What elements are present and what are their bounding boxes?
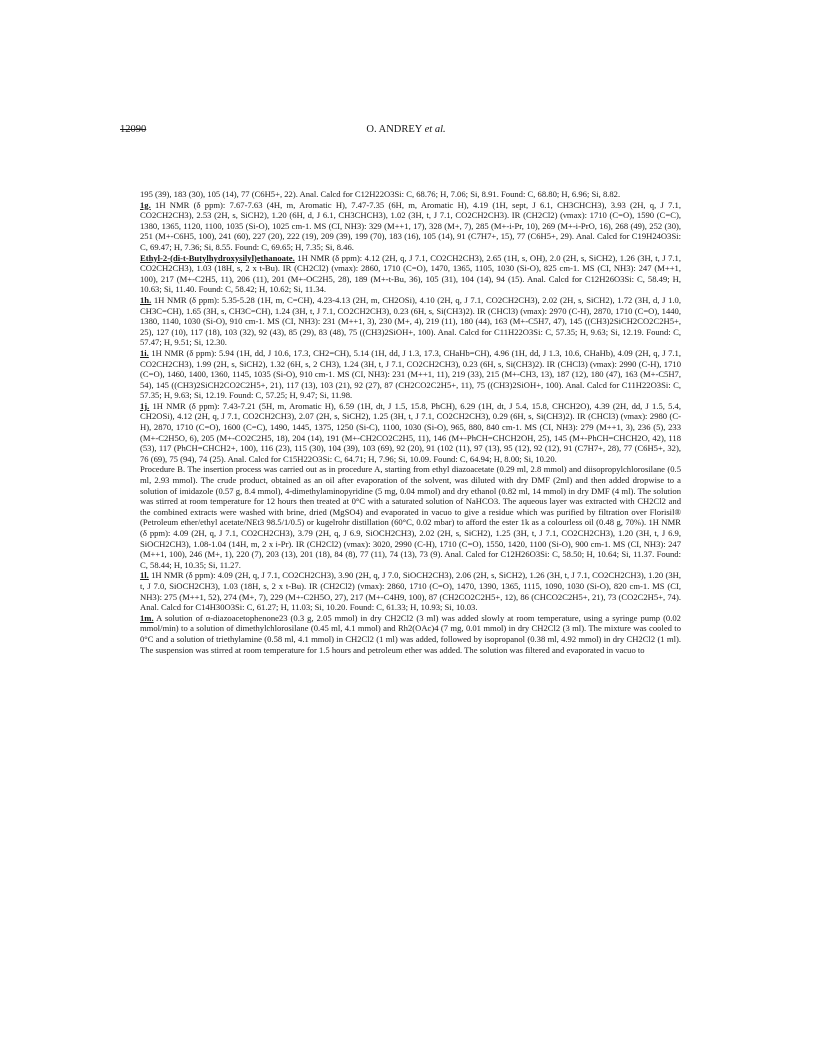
- running-title: [120, 124, 692, 135]
- compound-label: 1g.: [140, 199, 151, 210]
- paragraph-text: 1H NMR (δ ppm): 7.67-7.63 (4H, m, Aromatic H), 7.47-7.35 (6H, m, Aromatic H), 4.19 (1H, sept, J 6.1, CH3CHCH3), 3.93 (2H, q, J 7.1, CO2CH2CH3), 2.53 (2H, s, SiCH2), 1.20 (6H, d, J 6.1, CH3CHCH3), 1.02 (3H, t, J 7.1, CO2CH2CH3). IR (CH2Cl2) (νmax): 1710 (C=O), 1590 (C=C), 1380, 1365, 1120, 1100, 1035 (Si-O), 1025 cm-1. MS (CI, NH3): 329 (M++1, 17), 328 (M+, 7), 285 (M+-i-Pr, 10), 269 (M+-i-PrO, 16), 268 (49), 252 (30), 251 (M+-C6H5, 100), 241 (60), 227 (20), 222 (19), 209 (39), 199 (70), 183 (16), 105 (14), 91 (C7H7+, 15), 77 (C6H5+, 29). Anal. Calcd for C19H24O3Si: C, 69.47; H, 7.36; Si, 8.55. Found: C, 69.65; H, 7.35; Si, 8.46.: [140, 199, 681, 252]
- paragraph-text: 1H NMR (δ ppm): 5.35-5.28 (1H, m, C=CH), 4.23-4.13 (2H, m, CH2OSi), 4.10 (2H, q, J 7.1, CO2CH2CH3), 2.02 (2H, s, SiCH2), 1.72 (3H, d, J 1.0, CH3C=CH), 1.65 (3H, s, CH3C=CH), 1.24 (3H, t, J 7.1, CO2CH2CH3), 0.23 (6H, s, Si(CH3)2). IR (CHCl3) (νmax): 2970 (C-H), 2870, 1710 (C=O), 1440, 1380, 1140, 1030 (Si-O), 910 cm-1. MS (CI, NH3): 231 (M++1, 3), 230 (M+, 4), 219 (11), 180 (44), 163 (M+-C5H7, 47), 145 ((CH3)2SiCH2CO2C2H5+, 25), 127 (10), 117 (18), 103 (32), 92 (43), 85 (29), 83 (48), 75 ((CH3)2SiOH+, 100). Anal. Calcd for C11H22O3Si: C, 57.35; H, 9.63; Si, 12.19. Found: C, 57.47; H, 9.51; Si, 12.30.: [140, 294, 681, 348]
- paragraph-1g: [140, 200, 681, 253]
- page-number: 12090: [120, 124, 147, 135]
- paragraph-text: 195 (39), 183 (30), 105 (14), 77 (C6H5+, 22). Anal. Calcd for C12H22O3Si: C, 68.76; H, 7.06; Si, 8.91. Found: C, 68.80; H, 6.96; Si, 8.82.: [140, 189, 621, 199]
- body-text: [140, 189, 681, 655]
- compound-label: Ethyl-2-(di-t-Butylhydroxysilyl)ethanoate.: [140, 252, 295, 263]
- compound-label: 1m.: [140, 612, 154, 623]
- compound-label: 1i.: [140, 347, 149, 358]
- paragraph-1m: [140, 613, 681, 655]
- compound-label: 1j.: [140, 400, 150, 411]
- paragraph-text: 1H NMR (δ ppm): 7.43-7.21 (5H, m, Aromatic H), 6.59 (1H, dt, J 1.5, 15.8, PhCH), 6.29 (1H, dt, J 5.4, 15.8, CHCH2O), 4.39 (2H, dd, J 1.5, 5.4, CH2OSi), 4.12 (2H, q, J 7.1, CO2CH2CH3), 2.07 (2H, s, SiCH2), 1.25 (3H, t, J 7.1, CO2CH2CH3), 0.29 (6H, s, Si(CH3)2). IR (CHCl3) (νmax): 2980 (C-H), 2870, 1710 (C=O), 1600 (C=C), 1490, 1445, 1375, 1250 (Si-C), 1100, 1030 (Si-O), 965, 880, 840 cm-1. MS (CI, NH3): 279 (M++1, 3), 236 (5), 233 (M+-C2H5O, 6), 205 (M+-CO2C2H5, 18), 204 (14), 191 (M+-CH2CO2C2H5, 11), 146 (M+-PhCH=CHCH2OH, 25), 145 (M+-PhCH=CHCH2O, 42), 118 (53), 117 (PhCH=CHCH2+, 100), 116 (23), 115 (30), 104 (39), 103 (69), 92 (20), 91 (102 (11), 97 (13), 95 (12), 92 (12), 91 (C7H7+, 28), 77 (C6H5+, 32), 76 (69), 75 (94), 74 (25). Anal. Calcd for C15H22O3Si: C, 64.71; H, 7.96; Si, 10.09. Found: C, 64.94; H, 8.00; Si, 10.20.: [140, 400, 681, 464]
- paragraph-1j: [140, 401, 681, 465]
- et-al: et al.: [424, 124, 446, 135]
- paragraph-procedure-b: [140, 464, 681, 570]
- compound-label: 1h.: [140, 294, 152, 305]
- paragraph-continuation: [140, 189, 681, 200]
- paragraph-text: 1H NMR (δ ppm): 5.94 (1H, dd, J 10.6, 17.3, CH2=CH), 5.14 (1H, dd, J 1.3, 17.3, CHaHb=CH), 4.96 (1H, dd, J 1.3, 10.6, CHaHb), 4.09 (2H, q, J 7.1, CO2CH2CH3), 1.99 (2H, s, SiCH2), 1.32 (6H, s, 2 CH3), 1.24 (3H, t, J 7.1, CO2CH2CH3), 0.23 (6H, s, Si(CH3)2). IR (CHCl3) (νmax): 2990 (C-H), 1710 (C=O), 1460, 1400, 1360, 1145, 1035 (Si-O), 910 cm-1. MS (CI, NH3): 231 (M++1, 11), 219 (33), 215 (M+-CH3, 13), 187 (12), 180 (47), 163 (M+-C5H7, 54), 145 ((CH3)2SiCH2CO2C2H5+, 21), 117 (13), 103 (21), 92 (27), 87 (CH2CO2C2H5+, 11), 75 ((CH3)2SiOH+, 100). Anal. Calcd for C11H22O3Si: C, 57.35; H, 9.63; Si, 12.19. Found: C, 57.25; H, 9.47; Si, 11.98.: [140, 347, 681, 401]
- paragraph-di-t-butyl: [140, 253, 681, 295]
- paragraph-text: 1H NMR (δ ppm): 4.12 (2H, q, J 7.1, CO2CH2CH3), 2.65 (1H, s, OH), 2.0 (2H, s, SiCH2), 1.26 (3H, t, J 7.1, CO2CH2CH3), 1.03 (18H, s, 2 x t-Bu). IR (CH2Cl2) (νmax): 2860, 1710 (C=O), 1470, 1365, 1105, 1030 (Si-O), 825 cm-1. MS (CI, NH3): 247 (M++1, 100), 217 (M+-C2H5, 11), 206 (11), 201 (M+-OC2H5, 28), 189 (M+-t-Bu, 36), 105 (31), 104 (14), 94 (15). Anal. Calcd for C12H26O3Si: C, 58.49; H, 10.63; Si, 11.40. Found: C, 58.42; H, 10.62; Si, 11.34.: [140, 252, 682, 295]
- paragraph-text: 1H NMR (δ ppm): 4.09 (2H, q, J 7.1, CO2CH2CH3), 3.90 (2H, q, J 7.0, SiOCH2CH3), 2.06 (2H, s, SiCH2), 1.26 (3H, t, J 7.1, CO2CH2CH3), 1.20 (3H, t, J 7.0, SiOCH2CH3), 1.03 (18H, s, 2 x t-Bu). IR (CH2Cl2) (νmax): 2860, 1710 (C=O), 1470, 1390, 1365, 1115, 1090, 1030 (Si-O), 820 cm-1. MS (CI, NH3): 275 (M++1, 52), 274 (M+, 7), 229 (M+-C2H5O, 27), 217 (M+-C4H9, 100), 87 (CH2CO2C2H5+, 12), 86 (CHCO2C2H5+, 21), 73 (CO2C2H5+, 74). Anal. Calcd for C14H30O3Si: C, 61.27; H, 11.03; Si, 10.20. Found: C, 61.33; H, 10.93; Si, 10.03.: [140, 570, 681, 613]
- paragraph-1h: [140, 295, 681, 348]
- paragraph-1l: [140, 570, 681, 612]
- compound-label: 1l.: [140, 570, 149, 581]
- paragraph-1i: [140, 348, 681, 401]
- author-names: O. ANDREY: [366, 124, 422, 135]
- running-header: [120, 124, 692, 138]
- paragraph-text: A solution of α-diazoacetophenone23 (0.3 g, 2.05 mmol) in dry CH2Cl2 (3 ml) was added slowly at room temperature, using a syringe pump (0.02 mmol/min) to a solution of dimethylchlorosilane (0.45 ml, 4.1 mmol) and Rh2(OAc)4 (7 mg, 0.01 mmol) in dry CH2Cl2 (3 ml). The mixture was cooled to 0°C and a solution of triethylamine (0.58 ml, 4.1 mmol) in CH2Cl2 (1 ml) was added, followed by isopropanol (0.38 ml, 4.92 mmol) in dry CH2Cl2 (1 ml). The suspension was stirred at room temperature for 1.5 hours and petroleum ether was added. The solution was filtered and evaporated in vacuo to: [140, 612, 681, 655]
- paragraph-text: Procedure B. The insertion process was carried out as in procedure A, starting from ethyl diazoacetate (0.29 ml, 2.8 mmol) and diisopropylchlorosilane (0.5 ml, 2.93 mmol). The crude product, obtained as an oil after evaporation of the solvent, was diluted with dry DMF (2ml) and then added dropwise to a solution of imidazole (0.57 g, 8.4 mmol), 4-dimethylaminopyridine (5 mg, 0.04 mmol) and dry ethanol (0.82 ml, 14 mmol) in dry DMF (4 ml). The solution was stirred at room temperature for 12 hours then treated at 0°C with a saturated solution of NaHCO3. The aqueous layer was extracted with CH2Cl2 and the combined extracts were washed with brine, dried (MgSO4) and evaporated in vacuo to give a residue which was purified by filtration over Florisil® (Petroleum ether/ethyl acetate/NEt3 98.5/1/0.5) or kugelrohr distillation (60°C, 0.02 mbar) to afford the ester 1k as a colourless oil (0.48 g, 70%). 1H NMR (δ ppm): 4.09 (2H, q, J 7.1, CO2CH2CH3), 3.79 (2H, q, J 6.9, SiOCH2CH3), 2.02 (2H, s, SiCH2), 1.25 (3H, t, J 7.1, CO2CH2CH3), 1.20 (3H, t, J 6.9, SiOCH2CH3), 1.08-1.04 (14H, m, 2 x i-Pr). IR (CH2Cl2) (νmax): 3020, 2990 (C-H), 1710 (C=O), 1550, 1420, 1100 (Si-O), 900 cm-1. MS (CI, NH3): 247 (M++1, 100), 246 (M+, 1), 220 (7), 203 (13), 201 (18), 84 (8), 77 (11), 74 (13), 73 (9). Anal. Calcd for C12H26O3Si: C, 58.50; H, 10.64; Si, 11.37. Found: C, 58.44; H, 10.35; Si, 11.27.: [140, 464, 681, 570]
